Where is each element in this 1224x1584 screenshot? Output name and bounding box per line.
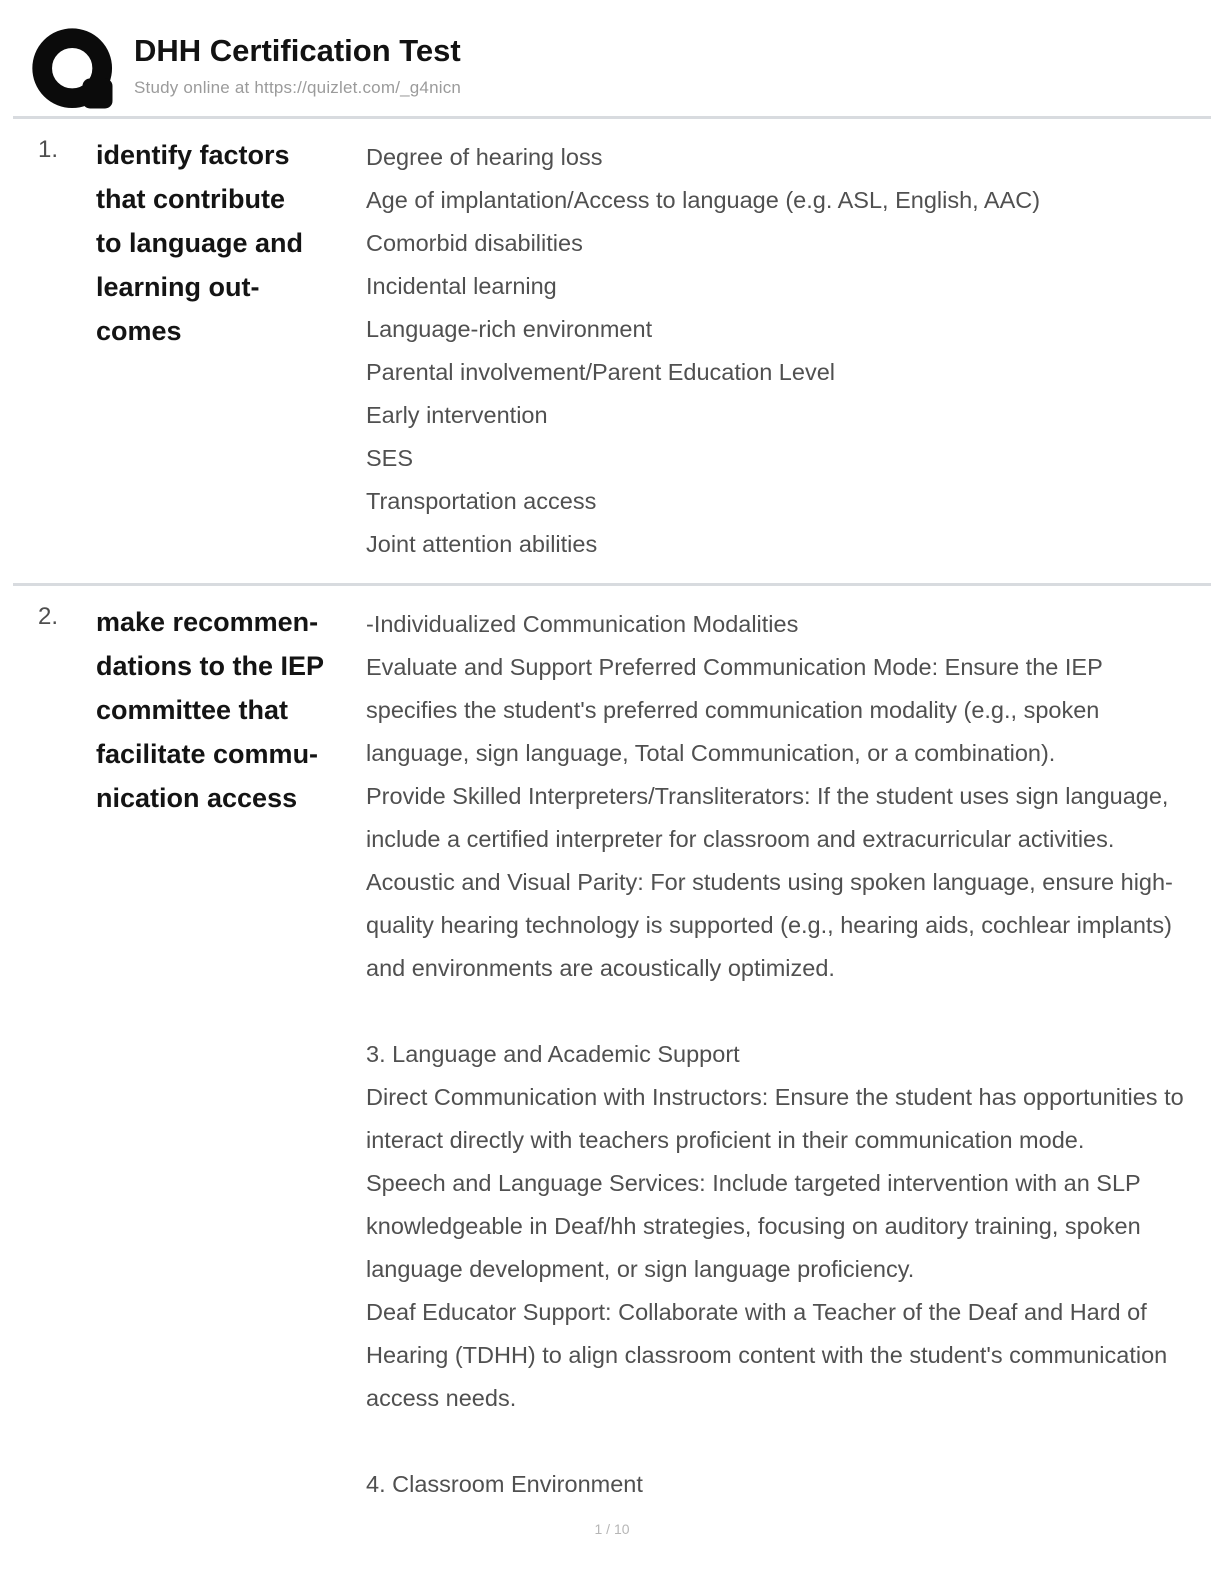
definition-paragraph: Speech and Language Services: Include targeted intervention with an SLP knowledgeable in Deaf/hh strategies, focusing on auditory training, spoken language development, or sign language proficiency.: [366, 1170, 1141, 1282]
definition-line: Incidental learning: [366, 273, 557, 299]
definition-line: SES: [366, 445, 414, 471]
definition-line: Age of implantation/Access to language (e.g. ASL, English, AAC): [366, 187, 1041, 213]
definition-paragraph: Provide Skilled Interpreters/Transliterators: If the student uses sign language, include a certified interpreter for classroom and extracurricular activities.: [366, 783, 1169, 852]
page-indicator: 1 / 10: [594, 1521, 630, 1537]
definition-paragraph: -Individualized Communication Modalities: [366, 611, 799, 637]
definition-paragraph: Deaf Educator Support: Collaborate with a Teacher of the Deaf and Hard of Hearing (TDHH) to align classroom content with the student's communication access needs.: [366, 1299, 1168, 1411]
card-term: [96, 133, 376, 353]
definition-paragraph: Direct Communication with Instructors: Ensure the student has opportunities to interact directly with teachers proficient in their communication mode.: [366, 1084, 1184, 1153]
page-subtitle: Study online at https://quizlet.com/_g4nicn: [134, 78, 462, 97]
term-line: to language and: [96, 228, 304, 258]
term-line: that contribute: [96, 184, 285, 214]
definition-line: Joint attention abilities: [366, 531, 598, 557]
header-text: [134, 26, 461, 98]
definition-line: Early intervention: [366, 402, 548, 428]
definition-section-heading: 4. Classroom Environment: [366, 1471, 643, 1497]
term-line: learning out-: [96, 272, 260, 302]
definition-section-heading: 3. Language and Academic Support: [366, 1041, 740, 1067]
card-divider: [13, 583, 1211, 586]
term-line: dations to the IEP: [96, 651, 325, 681]
term-line: make recommen-: [96, 607, 319, 637]
card-term: [96, 600, 376, 820]
definition-line: Parental involvement/Parent Education Level: [366, 359, 835, 385]
definition-paragraph: Evaluate and Support Preferred Communication Mode: Ensure the IEP specifies the student's preferred communication modality (e.g., spoken language, sign language, Total Communication, or a combination).: [366, 654, 1103, 766]
card-number: 1.: [38, 136, 59, 163]
term-line: nication access: [96, 783, 298, 813]
definition-line: Language-rich environment: [366, 316, 653, 342]
term-line: identify factors: [96, 140, 290, 170]
page-title: DHH Certification Test: [134, 33, 461, 68]
term-line: facilitate commu-: [96, 739, 319, 769]
definition-line: Comorbid disabilities: [366, 230, 583, 256]
header-divider: [13, 116, 1211, 119]
definition-paragraph: Acoustic and Visual Parity: For students using spoken language, ensure high-quality hearing technology is supported (e.g., hearing aids, cochlear implants) and environments are acoustically optimized.: [366, 869, 1173, 981]
card-number: 2.: [38, 603, 59, 630]
definition-blank-line: [366, 1420, 1196, 1463]
term-line: committee that: [96, 695, 289, 725]
term-line: comes: [96, 316, 182, 346]
definition-line: Degree of hearing loss: [366, 144, 603, 170]
definition-line: Transportation access: [366, 488, 597, 514]
page-header: [30, 26, 461, 116]
card-definition: [366, 603, 1196, 1506]
card-definition: [366, 136, 1196, 566]
quizlet-q-icon: [30, 26, 120, 116]
definition-blank-line: [366, 990, 1196, 1033]
